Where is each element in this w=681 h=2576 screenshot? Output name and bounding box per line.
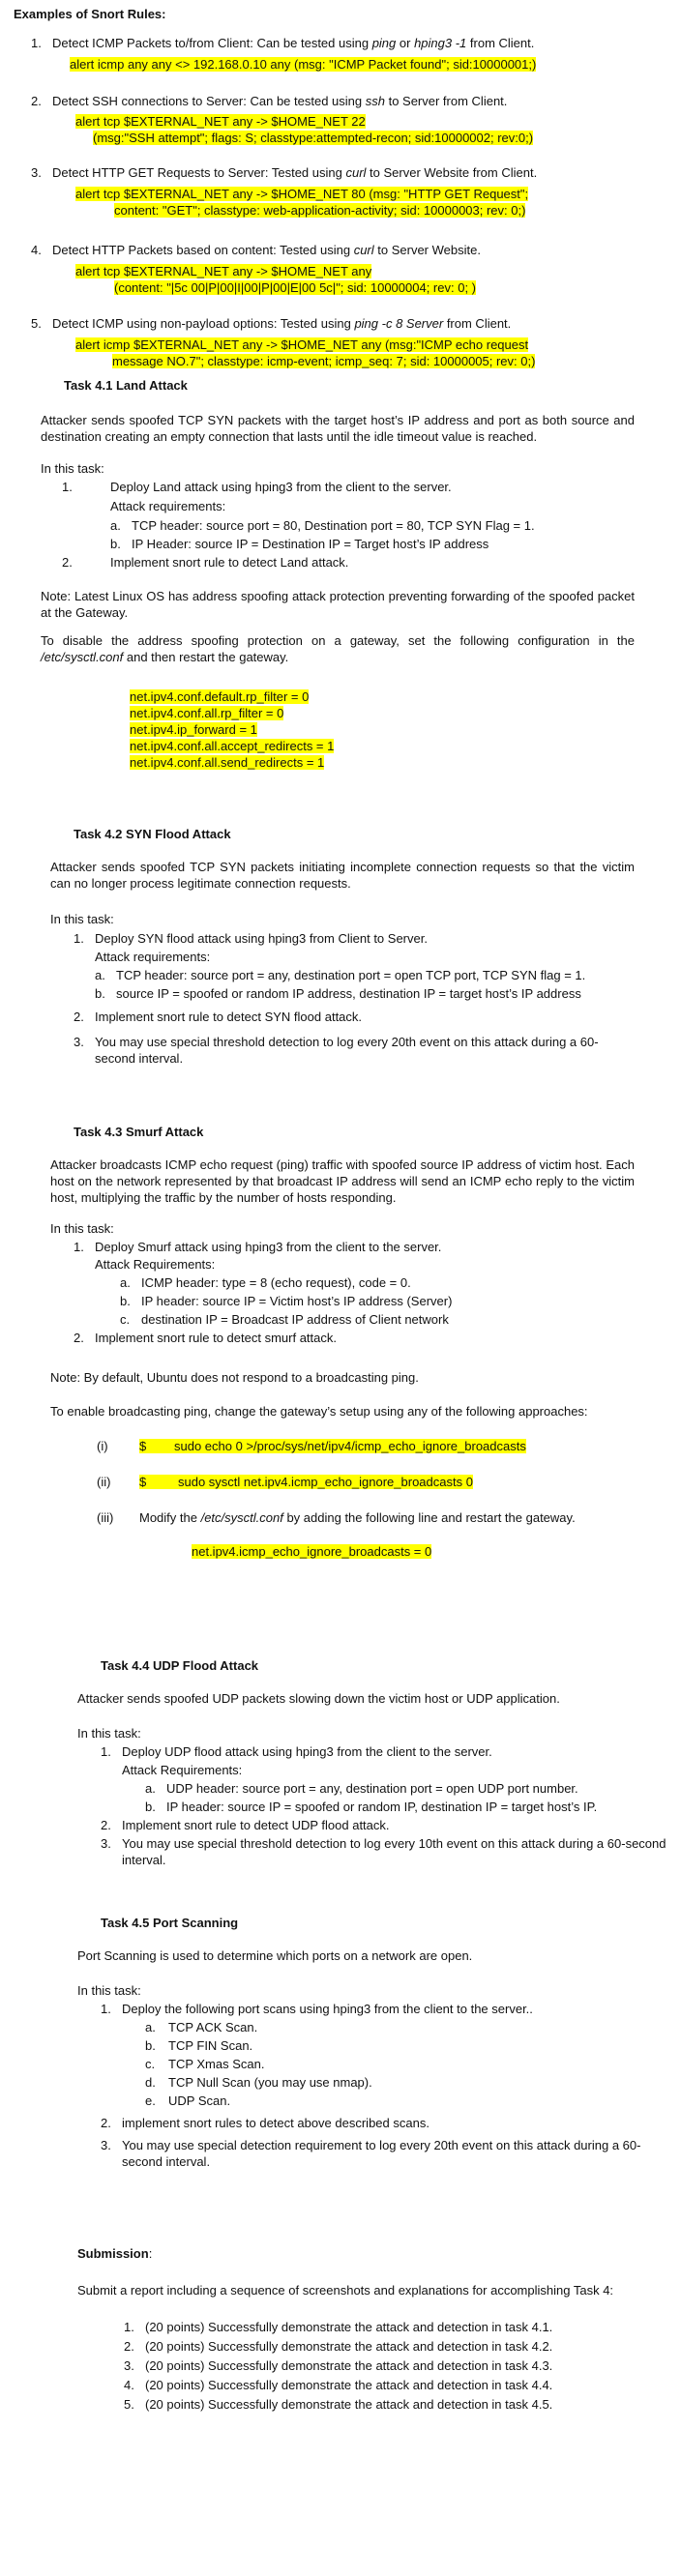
task44-in-task: In this task: — [77, 1726, 141, 1741]
command-text: sudo echo 0 >/proc/sys/net/ipv4/icmp_echo_ignore_broadcasts — [174, 1439, 526, 1453]
task41-step1: 1. Deploy Land attack using hping3 from the client to the server. — [62, 480, 452, 494]
command-text: sudo sysctl net.ipv4.icmp_echo_ignore_broadcasts 0 — [178, 1475, 473, 1489]
task43-step1: 1. Deploy Smurf attack using hping3 from the client to the server. — [74, 1240, 442, 1254]
task41-req: Attack requirements: — [110, 499, 226, 513]
list-item: 3. (20 points) Successfully demonstrate the attack and detection in task 4.3. — [124, 2358, 553, 2373]
task43-title: Task 4.3 Smurf Attack — [74, 1125, 204, 1139]
task44-req-a: a. UDP header: source port = any, destination port = open UDP port number. — [145, 1781, 578, 1796]
list-item: 2. (20 points) Successfully demonstrate the attack and detection in task 4.2. — [124, 2339, 553, 2354]
task44-intro: Attacker sends spoofed UDP packets slowing down the victim host or UDP application. — [77, 1691, 560, 1706]
snort-rule-4b: (content: "|5c 00|P|00|I|00|P|00|E|00 5c|"; sid: 10000004; rev: 0; ) — [114, 280, 476, 295]
task42-step2: 2. Implement snort rule to detect SYN flood attack. — [74, 1010, 363, 1024]
list-item: c. TCP Xmas Scan. — [145, 2057, 265, 2071]
task43-req-b: b. IP header: source IP = Victim host’s IP address (Server) — [120, 1294, 453, 1308]
snort-rule-2a: alert tcp $EXTERNAL_NET any -> $HOME_NET 22 — [75, 114, 366, 129]
list-item: e. UDP Scan. — [145, 2093, 231, 2108]
snort-example-3: 3. Detect HTTP GET Requests to Server: Tested using curl to Server Website from Client. — [31, 165, 538, 180]
snort-rule-5a: alert icmp $EXTERNAL_NET any -> $HOME_NET any (msg:"ICMP echo request — [75, 337, 529, 352]
snort-rule-2b: (msg:"SSH attempt"; flags: S; classtype:attempted-recon; sid:10000002; rev:0;) — [93, 131, 534, 145]
task45-step2: 2. implement snort rules to detect above described scans. — [101, 2116, 429, 2130]
task41-disable: To disable the address spoofing protection on a gateway, set the following configuration in the /etc/sysctl.conf and then restart the gateway. — [41, 633, 635, 664]
task44-title: Task 4.4 UDP Flood Attack — [101, 1658, 259, 1673]
snort-example-2: 2. Detect SSH connections to Server: Can be tested using ssh to Server from Client. — [31, 94, 508, 108]
task45-scans — [145, 2019, 681, 2109]
task44-step1: 1. Deploy UDP flood attack using hping3 from the client to the server. — [101, 1744, 492, 1759]
task41-req-b: b. IP Header: source IP = Destination IP = Target host’s IP address — [110, 537, 489, 551]
task43-option-2: (ii) $ sudo sysctl net.ipv4.icmp_echo_ignore_broadcasts 0 — [97, 1475, 473, 1489]
task45-intro: Port Scanning is used to determine which ports on a network are open. — [77, 1948, 473, 1963]
task42-in-task: In this task: — [50, 912, 114, 926]
snort-example-5: 5. Detect ICMP using non-payload options: Tested using ping -c 8 Server from Client. — [31, 316, 512, 331]
config-line: net.ipv4.conf.all.send_redirects = 1 — [130, 755, 325, 770]
list-item: b. TCP FIN Scan. — [145, 2038, 253, 2053]
task42-step1: 1. Deploy SYN flood attack using hping3 from Client to Server. — [74, 931, 428, 946]
list-item: d. TCP Null Scan (you may use nmap). — [145, 2075, 372, 2090]
task42-req-b: b. source IP = spoofed or random IP address, destination IP = target host’s IP address — [95, 986, 581, 1001]
task43-option-1: (i) $ sudo echo 0 >/proc/sys/net/ipv4/icmp_echo_ignore_broadcasts — [97, 1439, 526, 1453]
task43-option-3: (iii) Modify the /etc/sysctl.conf by adding the following line and restart the gateway. — [97, 1510, 576, 1525]
task44-req: Attack Requirements: — [122, 1763, 243, 1777]
task42-step3: 3. You may use special threshold detection to log every 20th event on this attack during a 60-second interval. — [74, 1035, 599, 1066]
config-line: net.ipv4.ip_forward = 1 — [130, 722, 257, 737]
list-item: a. TCP ACK Scan. — [145, 2020, 258, 2034]
task41-title: Task 4.1 Land Attack — [64, 378, 188, 393]
task44-step2: 2. Implement snort rule to detect UDP flood attack. — [101, 1818, 390, 1832]
snort-rule-1: alert icmp any any <> 192.168.0.10 any (msg: "ICMP Packet found"; sid:10000001;) — [70, 57, 537, 72]
task42-req-a: a. TCP header: source port = any, destination port = open TCP port, TCP SYN flag = 1. — [95, 968, 586, 982]
snort-rule-4a: alert tcp $EXTERNAL_NET any -> $HOME_NET any — [75, 264, 372, 278]
task43-option-3-line: net.ipv4.icmp_echo_ignore_broadcasts = 0 — [192, 1544, 432, 1559]
task43-step2: 2. Implement snort rule to detect smurf attack. — [74, 1331, 337, 1345]
task43-in-task: In this task: — [50, 1221, 114, 1236]
task41-note: Note: Latest Linux OS has address spoofing attack protection preventing forwarding of the spoofed packet at the Gateway. — [41, 589, 635, 620]
config-line: net.ipv4.conf.default.rp_filter = 0 — [130, 689, 310, 704]
snort-rule-5b: message NO.7"; classtype: icmp-event; icmp_seq: 7; sid: 10000005; rev: 0;) — [112, 354, 536, 368]
submission-intro: Submit a report including a sequence of screenshots and explanations for accomplishing Task 4: — [77, 2283, 614, 2298]
task43-enable: To enable broadcasting ping, change the gateway’s setup using any of the following approaches: — [50, 1404, 588, 1419]
snort-rule-3a: alert tcp $EXTERNAL_NET any -> $HOME_NET 80 (msg: "HTTP GET Request"; — [75, 187, 529, 201]
task43-req: Attack Requirements: — [95, 1257, 216, 1272]
list-item: 4. (20 points) Successfully demonstrate the attack and detection in task 4.4. — [124, 2378, 553, 2392]
config-line: net.ipv4.conf.all.accept_redirects = 1 — [130, 739, 335, 753]
list-item: 5. (20 points) Successfully demonstrate the attack and detection in task 4.5. — [124, 2397, 553, 2412]
list-item: 1. (20 points) Successfully demonstrate the attack and detection in task 4.1. — [124, 2320, 553, 2334]
task43-note: Note: By default, Ubuntu does not respond to a broadcasting ping. — [50, 1370, 419, 1385]
snort-example-1: 1. Detect ICMP Packets to/from Client: Can be tested using ping or hping3 -1 from Client. — [31, 36, 535, 50]
task41-in-task: In this task: — [41, 461, 104, 476]
task45-title: Task 4.5 Port Scanning — [101, 1916, 239, 1930]
task42-title: Task 4.2 SYN Flood Attack — [74, 827, 231, 841]
snort-examples-heading: Examples of Snort Rules: — [14, 7, 166, 21]
task44-req-b: b. IP header: source IP = spoofed or random IP, destination IP = target host’s IP. — [145, 1800, 598, 1814]
task45-step3: 3. You may use special detection requirement to log every 20th event on this attack during a 60-second interval. — [101, 2138, 641, 2169]
task45-step1: 1. Deploy the following port scans using hping3 from the client to the server.. — [101, 2002, 533, 2016]
task42-intro: Attacker sends spoofed TCP SYN packets initiating incomplete connection requests so that the victim can no longer process legitimate connection requests. — [50, 860, 635, 891]
submission-list — [124, 2319, 681, 2413]
task44-step3: 3. You may use special threshold detection to log every 10th event on this attack during a 60-second interval. — [101, 1836, 666, 1867]
task43-req-a: a. ICMP header: type = 8 (echo request), code = 0. — [120, 1275, 411, 1290]
task41-intro: Attacker sends spoofed TCP SYN packets with the target host’s IP address and port as both source and destination creating an empty connection that lasts until the idle timeout value is reached. — [41, 413, 635, 444]
task41-config — [130, 688, 681, 771]
task43-intro: Attacker broadcasts ICMP echo request (ping) traffic with spoofed source IP address of victim host. Each host on the network represented by that broadcast IP address will send an ICMP echo reply to the victim host, multiplying the traffic by the number of hosts responding. — [50, 1157, 635, 1205]
task42-req: Attack requirements: — [95, 950, 211, 964]
snort-rule-3b: content: "GET"; classtype: web-application-activity; sid: 10000003; rev: 0;) — [114, 203, 526, 218]
task41-step2: 2. Implement snort rule to detect Land attack. — [62, 555, 349, 570]
config-line: net.ipv4.conf.all.rp_filter = 0 — [130, 706, 284, 720]
task43-req-c: c. destination IP = Broadcast IP address of Client network — [120, 1312, 449, 1327]
task45-in-task: In this task: — [77, 1983, 141, 1998]
submission-title: Submission: — [77, 2246, 153, 2261]
snort-example-4: 4. Detect HTTP Packets based on content: Tested using curl to Server Website. — [31, 243, 481, 257]
task41-req-a: a. TCP header: source port = 80, Destination port = 80, TCP SYN Flag = 1. — [110, 518, 535, 533]
